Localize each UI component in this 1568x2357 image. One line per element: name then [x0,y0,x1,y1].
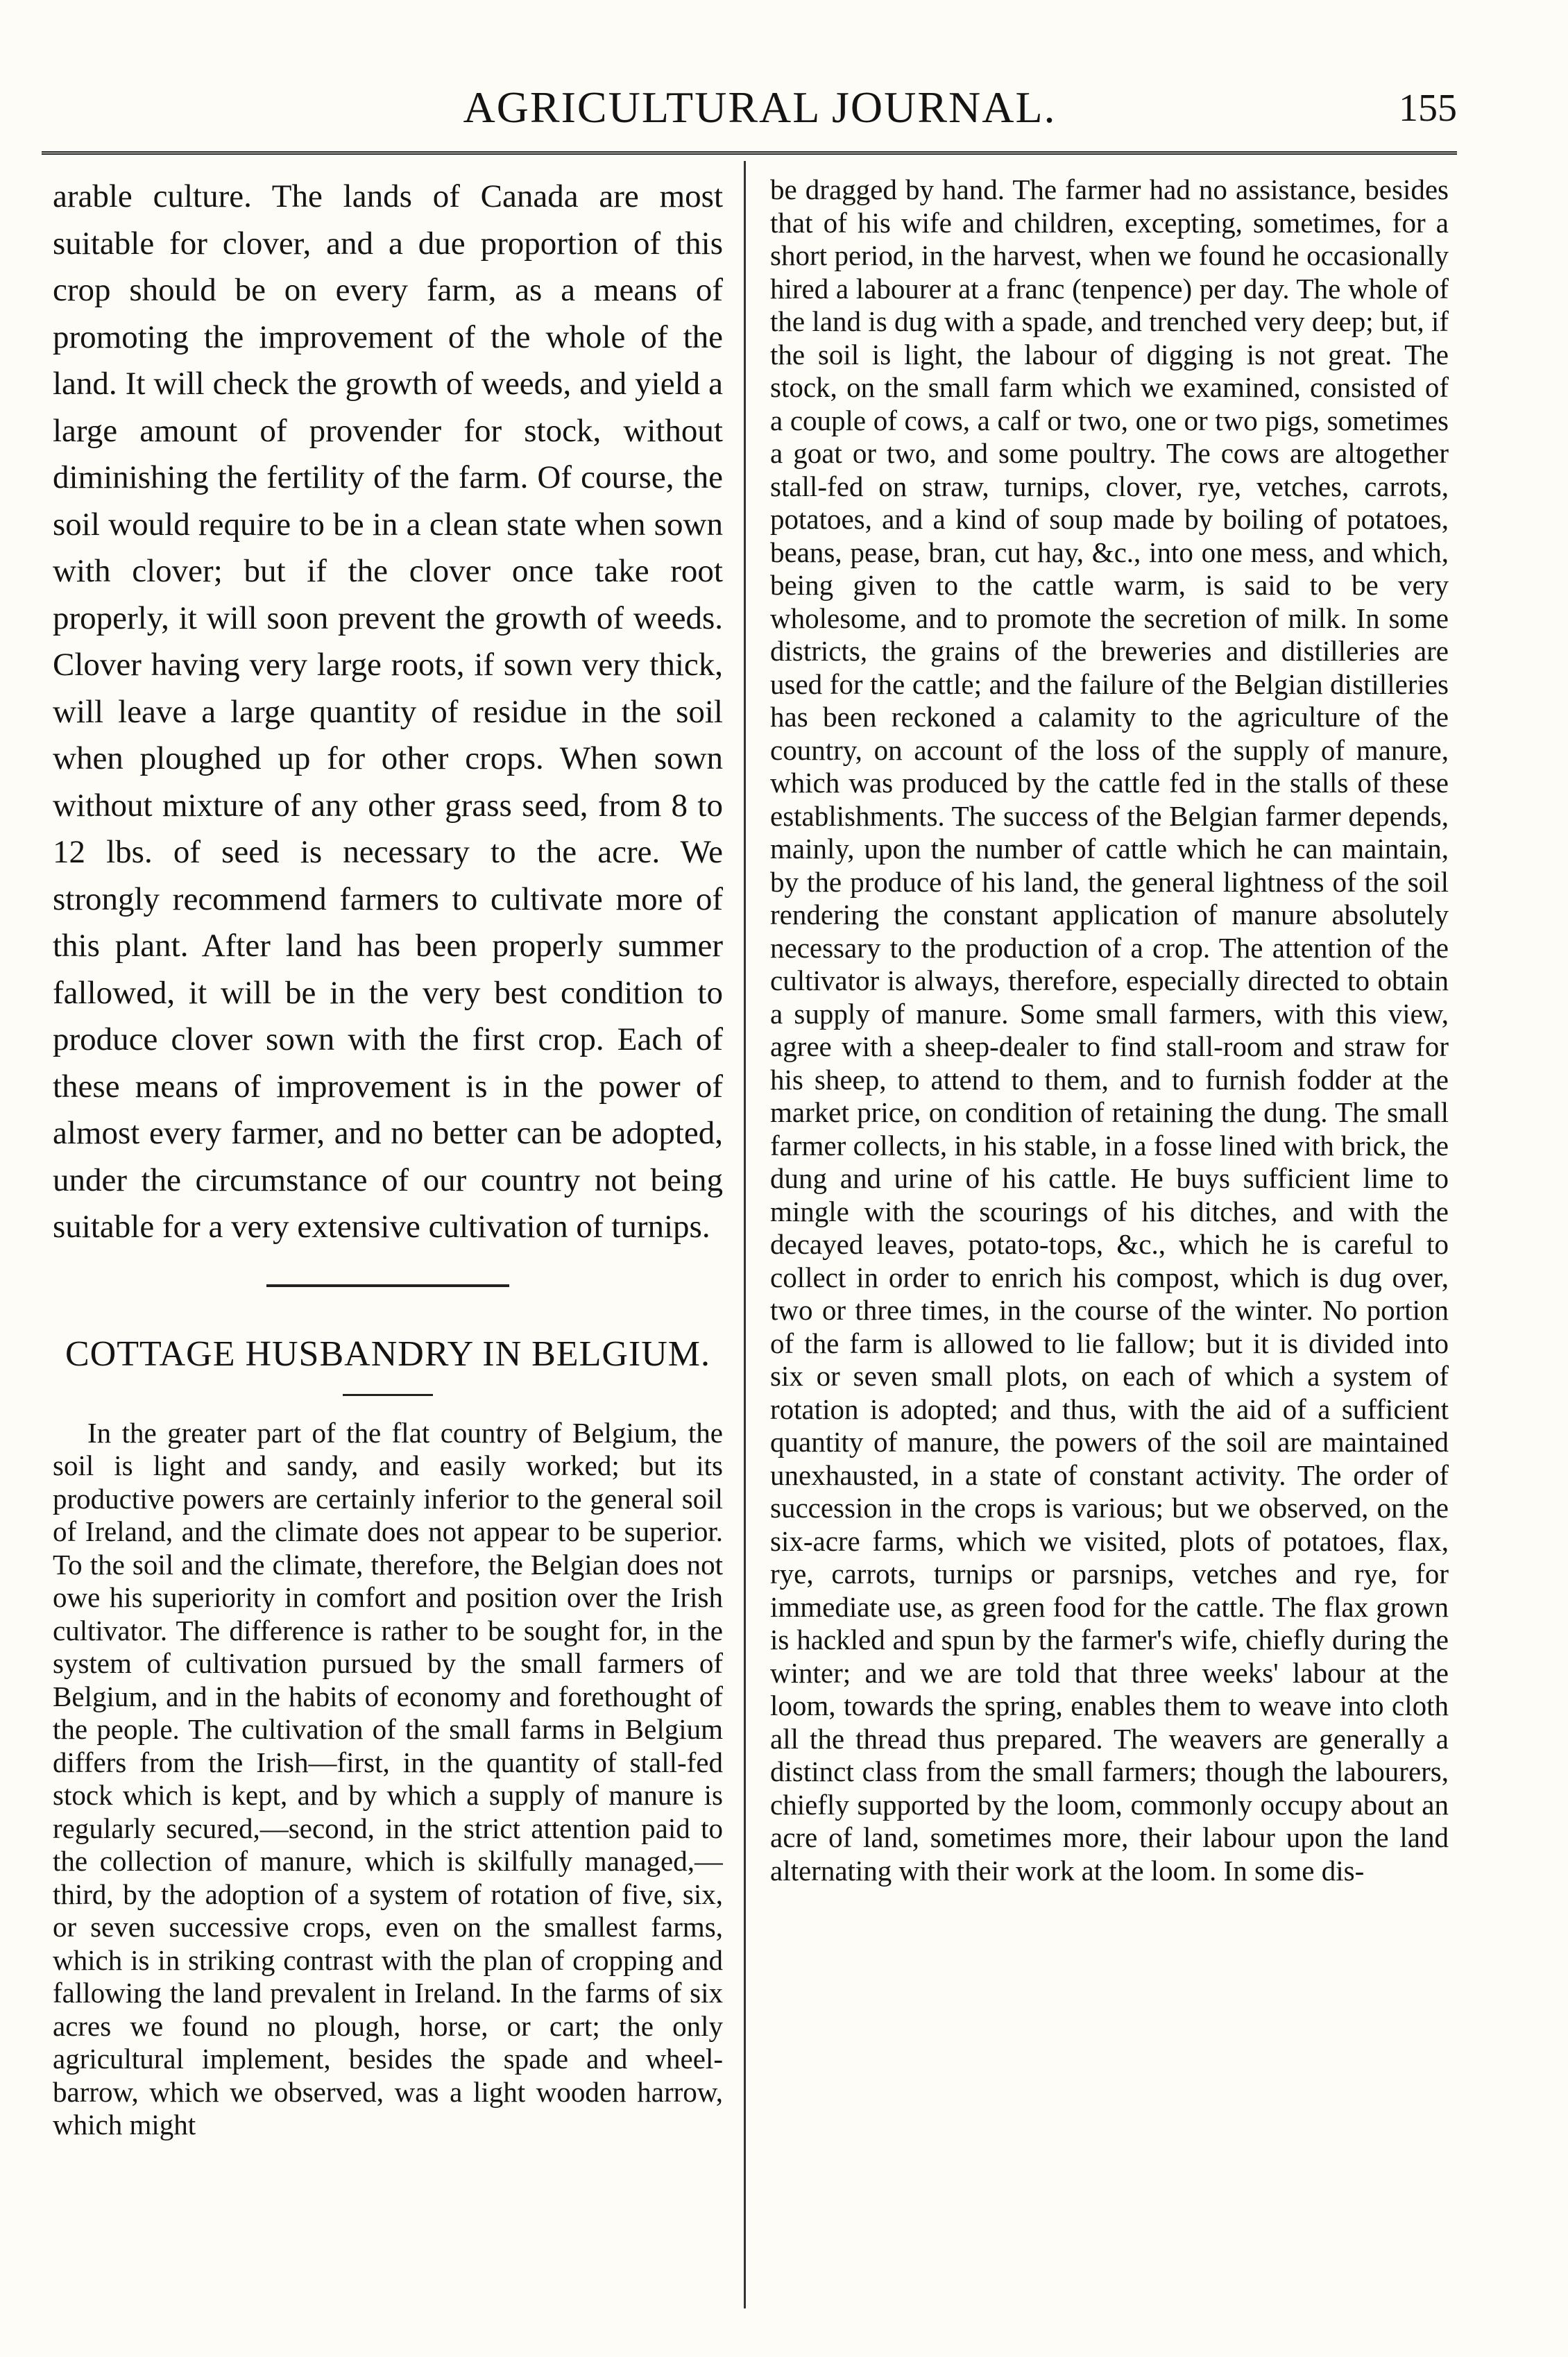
title-rule [343,1394,433,1396]
page-number: 155 [1399,87,1457,130]
section-divider [266,1284,509,1287]
left-column [53,173,723,2295]
continued-paragraph: arable culture. The lands of Canada are most suitable for clover, and a due proportion of this crop should be on every farm, as a means of promoting the improvement of the whole of the land. It will check the growth of weeds, and yield a large amount of provender for stock, without diminishing the fertility of the farm. Of course, the soil would require to be in a clean state when sown with clover; but if the clover once take root properly, it will soon prevent the growth of weeds. Clover having very large roots, if sown very thick, will leave a large quantity of residue in the soil when ploughed up for other crops. When sown without mixture of any other grass seed, from 8 to 12 lbs. of seed is necessary to the acre. We strongly recommend farmers to cultivate more of this plant. After land has been properly summer fallowed, it will be in the very best condition to produce clover sown with the first crop. Each of these means of improvement is in the power of almost every farmer, and no better can be adopted, under the circumstance of our country not being suitable for a very extensive cultivation of turnips. [53,178,723,1245]
running-title: AGRICULTURAL JOURNAL. [463,83,1057,132]
article-paragraph: In the greater part of the flat country of Belgium, the soil is light and sandy, and easily worked; but its productive powers are certainly inferior to the general soil of Ireland, and the climate does not appear to be superior. To the soil and the climate, therefore, the Belgian does not owe his superiority in comfort and position over the Irish cultivator. The difference is rather to be sought for, in the system of cultivation pursued by the small farmers of Belgium, and in the habits of economy and forethought of the people. The cultivation of the small farms in Belgium differs from the Irish—first, in the quantity of stall-fed stock which is kept, and by which a supply of manure is regularly secured,—second, in the strict attention paid to the collection of manure, which is skilfully managed,—third, by the adoption of a system of rotation of five, six, or seven successive crops, even on the smallest farms, which is in striking contrast with the plan of cropping and fallowing the land prevalent in Ireland. In the farms of six acres we found no plough, horse, or cart; the only agricultural implement, besides the spade and wheel-barrow, which we observed, was a light wooden harrow, which might [53,1416,723,2141]
article-body [53,1417,723,2142]
running-head [62,82,1457,144]
column-divider [744,161,746,2308]
section-title: COTTAGE HUSBANDRY IN BELGIUM. [65,1334,710,1374]
continued-article [53,173,723,1251]
header-rule [42,151,1457,155]
right-column [770,173,1449,2295]
article-paragraph-continued: be dragged by hand. The farmer had no assistance, besides that of his wife and children, excepting, sometimes, for a short period, in the harvest, when we found he occasionally hired a labourer at a franc (tenpence) per day. The whole of the land is dug with a spade, and trenched very deep; but, if the soil is light, the labour of digging is not great. The stock, on the small farm which we examined, consisted of a couple of cows, a calf or two, one or two pigs, sometimes a goat or two, and some poultry. The cows are altogether stall-fed on straw, turnips, clover, rye, vetches, carrots, potatoes, and a kind of soup made by boiling of potatoes, beans, pease, bran, cut hay, &c., into one mess, and which, being given to the cattle warm, is said to be very wholesome, and to promote the secretion of milk. In some districts, the grains of the breweries and distilleries are used for the cattle; and the failure of the Belgian distilleries has been reckoned a calamity to the agriculture of the country, on account of the loss of the supply of manure, which was produced by the cattle fed in the stalls of these establishments. The success of the Belgian farmer depends, mainly, upon the number of cattle which he can maintain, by the produce of his land, the general lightness of the soil rendering the constant application of manure absolutely necessary to the production of a crop. The attention of the cultivator is always, therefore, especially directed to obtain a supply of manure. Some small farmers, with this view, agree with a sheep-dealer to find stall-room and straw for his sheep, to attend to them, and to furnish fodder at the market price, on condition of retaining the dung. The small farmer collects, in his stable, in a fosse lined with brick, the dung and urine of his cattle. He buys sufficient lime to mingle with the scourings of his ditches, and with the decayed leaves, potato-tops, &c., which he is careful to collect in order to enrich his compost, which is dug over, two or three times, in the course of the winter. No portion of the farm is allowed to lie fallow; but it is divided into six or seven small plots, on each of which a system of rotation is adopted; and thus, with the aid of a sufficient quantity of manure, the powers of the soil are maintained unexhausted, in a state of constant activity. The order of succession in the crops is various; but we observed, on the six-acre farms, which we visited, plots of potatoes, flax, rye, carrots, turnips or parsnips, vetches and rye, for immediate use, as green food for the cattle. The flax grown is hackled and spun by the farmer's wife, chiefly during the winter; and we are told that three weeks' labour at the loom, towards the spring, enables them to weave into cloth all the thread thus prepared. The weavers are generally a distinct class from the small farmers; though the labourers, chiefly supported by the loom, commonly occupy about an acre of land, sometimes more, their labour upon the land alternating with their work at the loom. In some dis- [770,173,1449,1887]
article-body-continued [770,173,1449,1887]
